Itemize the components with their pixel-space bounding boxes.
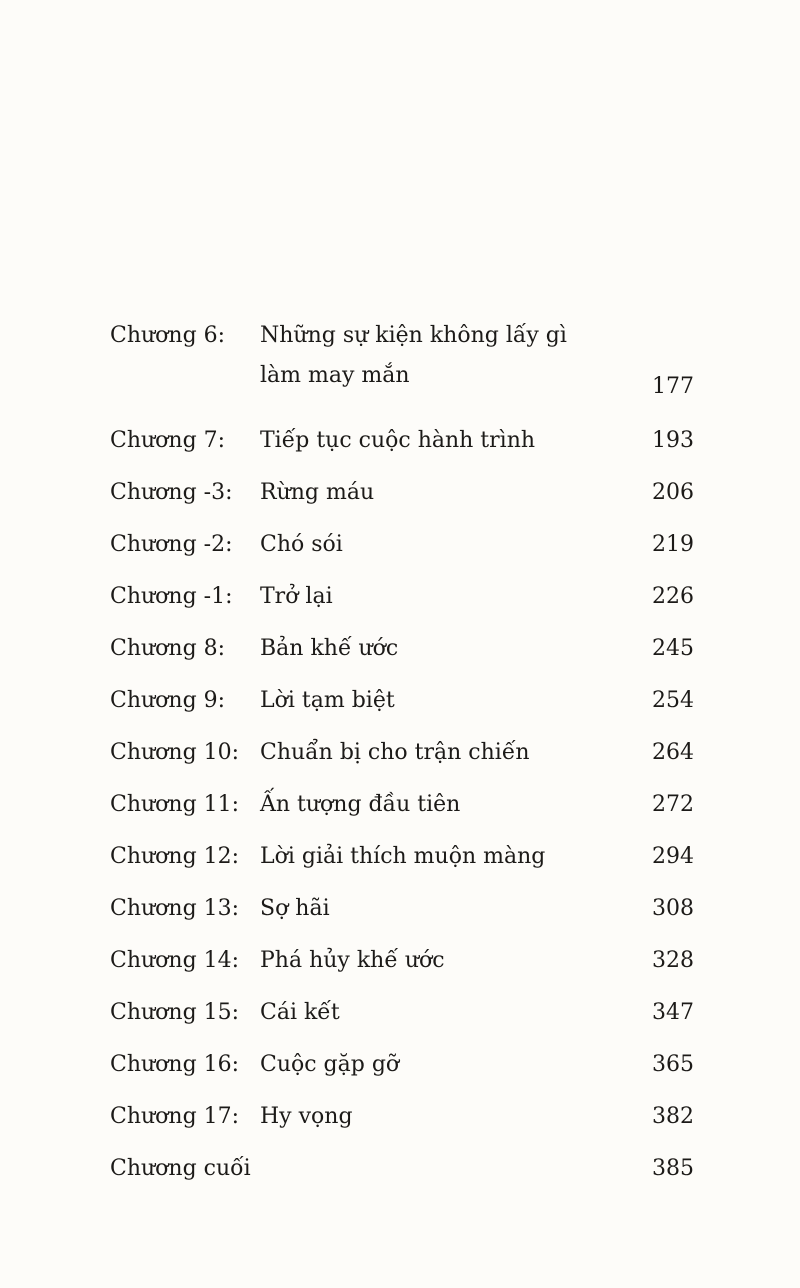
page-number: 245 [652, 636, 694, 661]
toc-entry [110, 1045, 694, 1097]
toc-entry [110, 577, 694, 629]
chapter-label: Chương 14: [110, 948, 240, 973]
toc-entry [110, 629, 694, 681]
chapter-title: Cuộc gặp gỡ [260, 1052, 400, 1077]
chapter-label: Chương -3: [110, 480, 233, 505]
toc-entry [110, 525, 694, 577]
chapter-label: Chương 13: [110, 896, 240, 921]
table-of-contents [110, 316, 694, 1201]
page-number: 382 [652, 1104, 694, 1129]
page-number: 226 [652, 584, 694, 609]
page-number: 264 [652, 740, 694, 765]
page-number: 206 [652, 480, 694, 505]
toc-entry [110, 681, 694, 733]
toc-entry [110, 733, 694, 785]
toc-entry [110, 941, 694, 993]
chapter-label: Chương 7: [110, 428, 226, 453]
chapter-title: Sợ hãi [260, 896, 330, 921]
page-number: 328 [652, 948, 694, 973]
chapter-title: Hy vọng [260, 1104, 353, 1129]
chapter-title: Lời tạm biệt [260, 688, 395, 713]
chapter-label: Chương 17: [110, 1104, 240, 1129]
chapter-title: Trở lại [260, 584, 333, 609]
chapter-label: Chương -2: [110, 532, 233, 557]
chapter-title: Chuẩn bị cho trận chiến [260, 740, 530, 765]
chapter-title: Chó sói [260, 532, 343, 557]
toc-entry [110, 473, 694, 525]
chapter-label: Chương cuối [110, 1156, 251, 1181]
chapter-label: Chương 15: [110, 1000, 240, 1025]
toc-entry [110, 1097, 694, 1149]
page-number: 365 [652, 1052, 694, 1077]
page-number: 219 [652, 532, 694, 557]
page-number: 254 [652, 688, 694, 713]
chapter-title: Phá hủy khế ước [260, 948, 445, 973]
toc-entry [110, 837, 694, 889]
chapter-title: Những sự kiện không lấy gì làm may mắn [260, 323, 567, 388]
chapter-title: Tiếp tục cuộc hành trình [260, 428, 536, 453]
chapter-label: Chương -1: [110, 584, 233, 609]
chapter-label: Chương 8: [110, 636, 226, 661]
toc-entry [110, 889, 694, 941]
toc-entry [110, 421, 694, 473]
chapter-title: Bản khế ước [260, 636, 399, 661]
page-number: 308 [652, 896, 694, 921]
chapter-label: Chương 6: [110, 323, 226, 348]
toc-entry [110, 316, 694, 421]
page-number: 347 [652, 1000, 694, 1025]
page-number: 294 [652, 844, 694, 869]
chapter-title: Cái kết [260, 1000, 340, 1025]
toc-entry [110, 785, 694, 837]
page-number: 177 [652, 374, 694, 399]
chapter-label: Chương 9: [110, 688, 226, 713]
chapter-label: Chương 16: [110, 1052, 240, 1077]
chapter-label: Chương 11: [110, 792, 240, 817]
toc-entry [110, 1149, 694, 1201]
page-number: 385 [652, 1156, 694, 1181]
chapter-label: Chương 12: [110, 844, 240, 869]
page-number: 193 [652, 428, 694, 453]
chapter-title: Lời giải thích muộn màng [260, 844, 546, 869]
toc-entry [110, 993, 694, 1045]
chapter-title: Rừng máu [260, 480, 375, 505]
chapter-label: Chương 10: [110, 740, 240, 765]
page-number: 272 [652, 792, 694, 817]
chapter-title: Ấn tượng đầu tiên [260, 792, 461, 817]
